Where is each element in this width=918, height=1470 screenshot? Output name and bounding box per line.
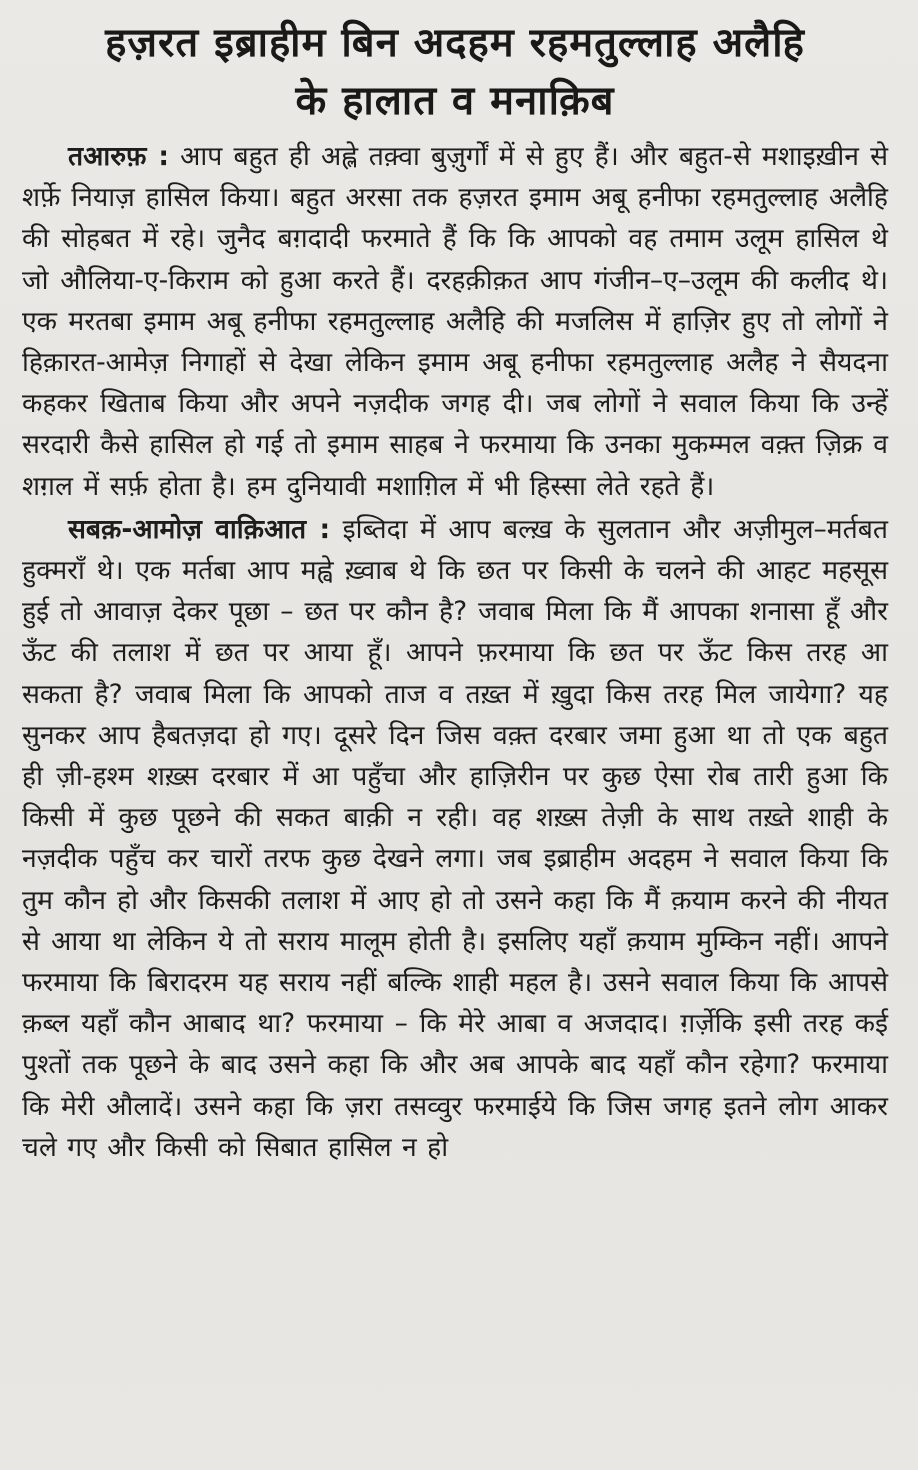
section-lessons (22, 509, 888, 1168)
section-text-introduction: आप बहुत ही अह्ले तक़्वा बुज़ुर्गों में से हुए हैं। और बहुत-से मशाइख़ीन से शर्फ़े नियाज़ हासिल किया। बहुत अरसा तक हज़रत इमाम अबू हनीफा रहमतुल्लाह अलैहि की सोहबत में रहे। जुनैद बग़दादी फरमाते हैं कि कि आपको वह तमाम उलूम हासिल थे जो औलिया-ए-किराम को हुआ करते हैं। दरहक़ीक़त आप गंजीन–ए–उलूम की कलीद थे। एक मरतबा इमाम अबू हनीफा रहमतुल्लाह अलैहि की मजलिस में हाज़िर हुए तो लोगों ने हिक़ारत-आमेज़ निगाहों से देखा लेकिन इमाम अबू हनीफा रहमतुल्लाह अलैह ने सैयदना कहकर खिताब किया और अपने नज़दीक जगह दी। जब लोगों ने सवाल किया कि उन्हें सरदारी कैसे हासिल हो गई तो इमाम साहब ने फरमाया कि उनका मुकम्मल वक़्त ज़िक्र व शग़ल में सर्फ़ होता है। हम दुनियावी मशाग़िल में भी हिस्सा लेते रहते हैं। (22, 141, 888, 502)
article-title-line-1: हज़रत इब्राहीम बिन अदहम रहमतुल्लाह अलैहि (105, 20, 805, 66)
section-heading-introduction: तआरुफ़ : (68, 141, 170, 172)
section-heading-lessons: सबक़-आमोज़ वाक़िआत : (68, 513, 331, 545)
section-text-lessons: इब्तिदा में आप बल्ख़ के सुलतान और अज़ीमुल–मर्तबत हुक्मराँ थे। एक मर्तबा आप मह्वे ख़्वाब थे कि छत पर किसी के चलने की आहट महसूस हुई तो आवाज़ देकर पूछा – छत पर कौन है? जवाब मिला कि मैं आपका शनासा हूँ और ऊँट की तलाश में छत पर आया हूँ। आपने फ़रमाया कि छत पर ऊँट किस तरह आ सकता है? जवाब मिला कि आपको ताज व तख़्त में ख़ुदा किस तरह मिल जायेगा? यह सुनकर आप हैबतज़दा हो गए। दूसरे दिन जिस वक़्त दरबार जमा हुआ था तो एक बहुत ही ज़ी-हश्म शख़्स दरबार में आ पहुँचा और हाज़िरीन पर कुछ ऐसा रोब तारी हुआ कि किसी में कुछ पूछने की सकत बाक़ी न रही। वह शख़्स तेज़ी के साथ तख़्ते शाही के नज़दीक पहुँच कर चारों तरफ कुछ देखने लगा। जब इब्राहीम अदहम ने सवाल किया कि तुम कौन हो और किसकी तलाश में आए हो तो उसने कहा कि मैं क़याम करने की नीयत से आया था लेकिन ये तो सराय मालूम होती है। इसलिए यहाँ क़याम मुम्किन नहीं। आपने फरमाया कि बिरादरम यह सराय नहीं बल्कि शाही महल है। उसने सवाल किया कि आपसे क़ब्ल यहाँ कौन आबाद था? फरमाया – कि मेरे आबा व अजदाद। ग़र्ज़ेकि इसी तरह कई पुश्तों तक पूछने के बाद उसने कहा कि और अब आपके बाद यहाँ कौन रहेगा? फरमाया कि मेरी औलादें। उसने कहा कि ज़रा तसव्वुर फरमाईये कि जिस जगह इतने लोग आकर चले गए और किसी को सिबात हासिल न हो (22, 513, 888, 1163)
article-title (22, 14, 888, 130)
article-title-line-2: के हालात व मनाक़िब (295, 78, 615, 124)
section-introduction (22, 136, 888, 507)
article-body (22, 136, 888, 1168)
